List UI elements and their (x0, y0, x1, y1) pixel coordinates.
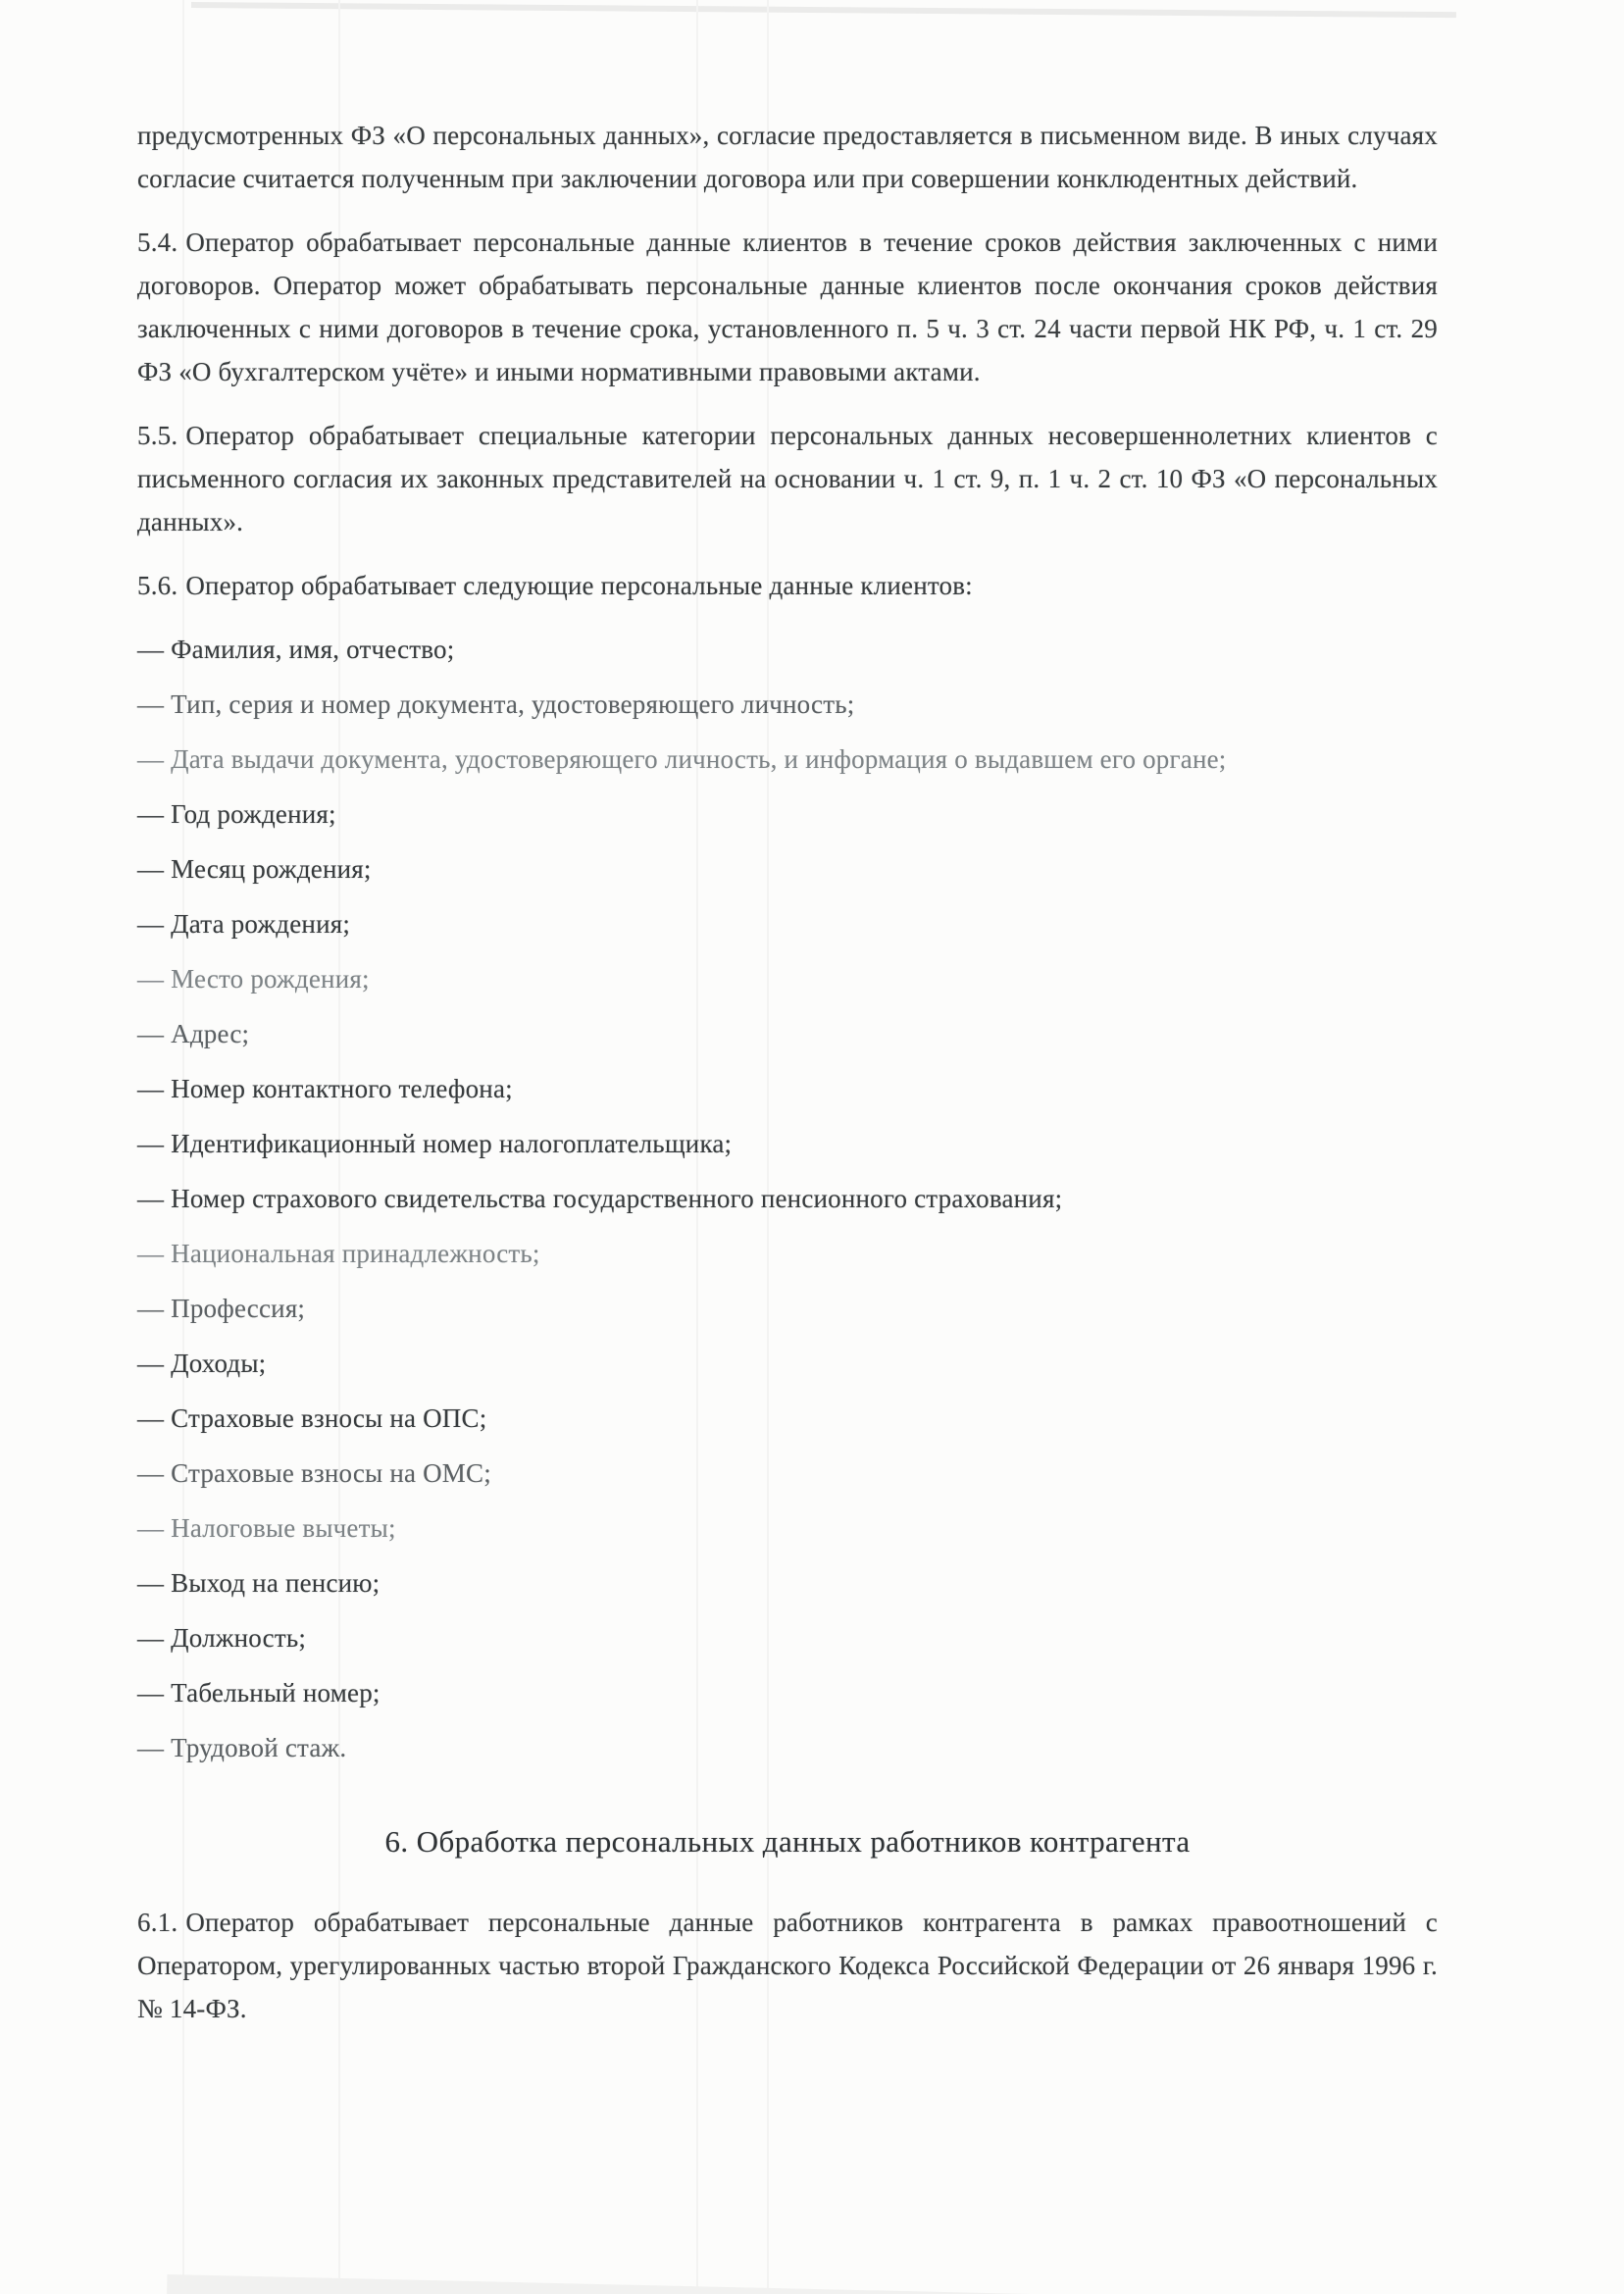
clause-5-6-text: Оператор обрабатывает следующие персональные данные клиентов: (185, 571, 973, 600)
list-item: — Номер страхового свидетельства государственного пенсионного страхования; (137, 1184, 1063, 1213)
clause-5-5-text: Оператор обрабатывает специальные категории персональных данных несовершеннолетних клиентов с письменного согласия их законных представителей на основании ч. 1 ст. 9, п. 1 ч. 2 ст. 10 ФЗ «О персональных данных». (137, 421, 1438, 536)
scan-artifact-top-line (191, 2, 1456, 18)
document-body (137, 114, 1438, 2051)
clause-6-1-number: 6.1. (137, 1908, 178, 1937)
list-item: — Адрес; (137, 1019, 250, 1048)
list-item: — Выход на пенсию; (137, 1568, 381, 1598)
list-item: — Табельный номер; (137, 1678, 381, 1708)
list-item: — Месяц рождения; (137, 854, 372, 884)
clause-5-6-number: 5.6. (137, 571, 178, 600)
clause-5-5-number: 5.5. (137, 421, 178, 450)
list-item: — Доходы; (137, 1349, 267, 1378)
list-item: — Номер контактного телефона; (137, 1074, 513, 1103)
list-item: — Место рождения; (137, 964, 370, 994)
clause-6-1-text: Оператор обрабатывает персональные данные работников контрагента в рамках правоотношений с Оператором, урегулированных частью второй Гражданского Кодекса Российской Федерации от 26 января 1996 г. № 14-ФЗ. (137, 1908, 1438, 2023)
clause-5-6 (137, 564, 1438, 607)
paragraph-intro: предусмотренных ФЗ «О персональных данных», согласие предоставляется в письменном виде. В иных случаях согласие считается полученным при заключении договора или при совершении конклюдентных действий. (137, 121, 1438, 193)
list-item: — Налоговые вычеты; (137, 1513, 396, 1543)
list-item: — Страховые взносы на ОМС; (137, 1458, 491, 1488)
list-item: — Дата выдачи документа, удостоверяющего личность, и информация о выдавшем его органе; (137, 744, 1227, 774)
clause-6-1 (137, 1901, 1438, 2030)
clause-5-5 (137, 414, 1438, 543)
list-item: — Национальная принадлежность; (137, 1239, 540, 1268)
section-6-heading: 6. Обработка персональных данных работников контрагента (384, 1824, 1191, 1859)
clause-5-4 (137, 221, 1438, 393)
list-item: — Страховые взносы на ОПС; (137, 1403, 487, 1433)
clause-5-4-number: 5.4. (137, 228, 178, 257)
list-item: — Тип, серия и номер документа, удостоверяющего личность; (137, 689, 855, 719)
list-item: — Дата рождения; (137, 909, 351, 939)
list-item: — Идентификационный номер налогоплательщика; (137, 1129, 733, 1158)
list-item: — Год рождения; (137, 799, 336, 829)
list-item: — Фамилия, имя, отчество; (137, 635, 455, 664)
scan-artifact-bottom-band (166, 2274, 1451, 2294)
list-item: — Профессия; (137, 1294, 306, 1323)
clause-5-4-text: Оператор обрабатывает персональные данные клиентов в течение сроков действия заключенных с ними договоров. Оператор может обрабатывать персональные данные клиентов после окончания сроков действия заключенных с ними договоров в течение срока, установленного п. 5 ч. 3 ст. 24 части первой НК РФ, ч. 1 ст. 29 ФЗ «О бухгалтерском учёте» и иными нормативными правовыми актами. (137, 228, 1438, 386)
list-item: — Должность; (137, 1623, 307, 1653)
list-item: — Трудовой стаж. (137, 1733, 347, 1762)
